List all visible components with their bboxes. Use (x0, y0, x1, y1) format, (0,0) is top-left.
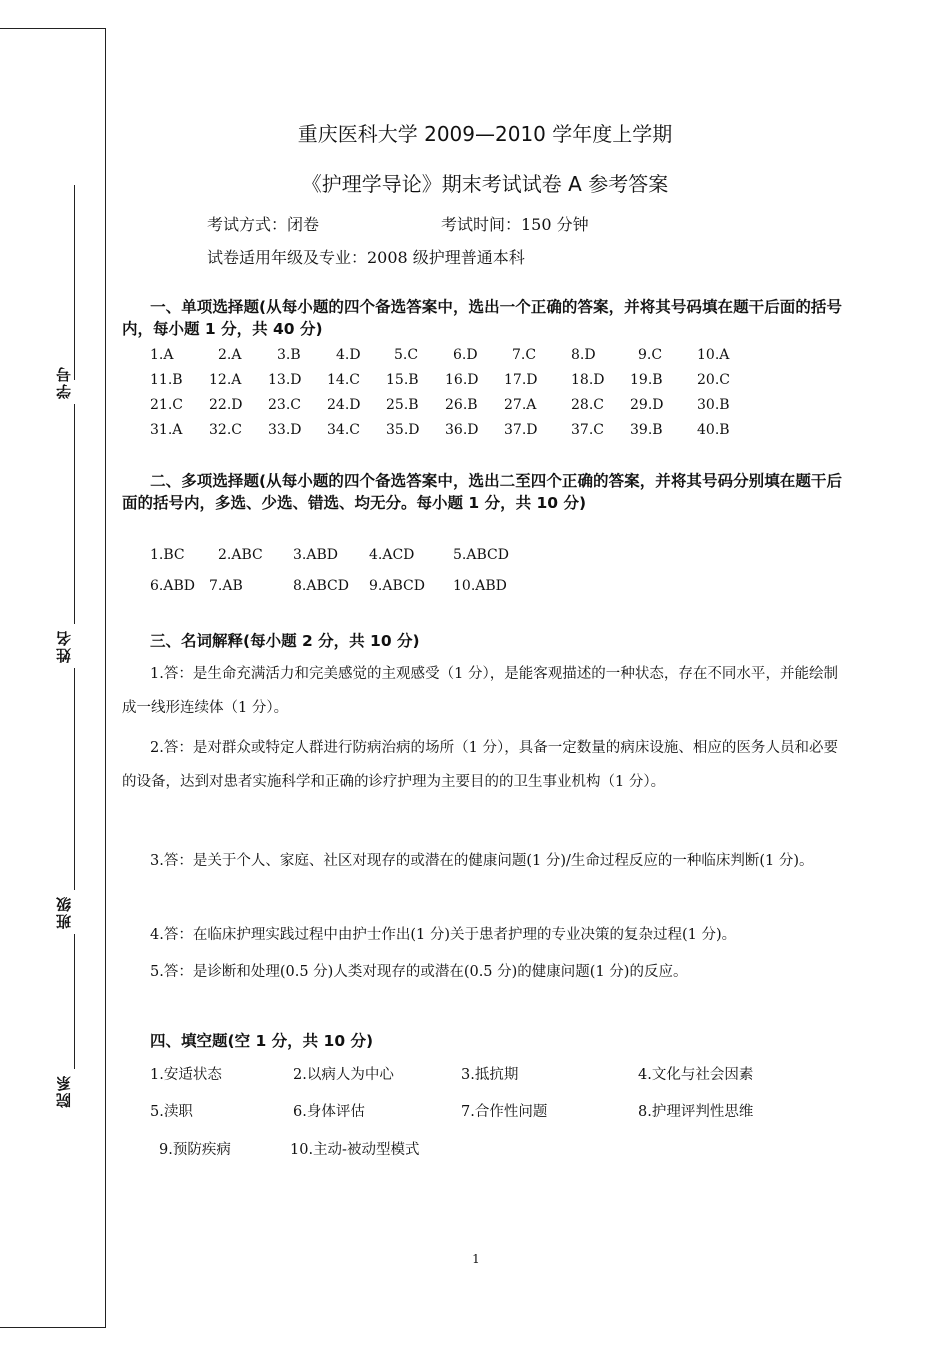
answer-item: 21.C (150, 397, 183, 413)
answer-item: 4.ACD (369, 547, 415, 563)
answer-item: 37.C (571, 422, 604, 438)
fill-answer: 2.以病人为中心 (293, 1067, 394, 1083)
fill-answer: 8.护理评判性思维 (638, 1104, 754, 1120)
answer-item: 10.A (697, 347, 730, 363)
label-department: 院系 (55, 1074, 73, 1108)
answer-item: 3.B (277, 347, 301, 363)
binding-line-yuanxi (74, 934, 75, 1069)
label-student-id: 学号 (55, 365, 73, 399)
answer-item: 29.D (630, 397, 664, 413)
fill-answer: 7.合作性问题 (461, 1104, 548, 1120)
answer-item: 1.A (150, 347, 174, 363)
section1-heading: 一、单项选择题(从每小题的四个备选答案中，选出一个正确的答案，并将其号码填在题干后面的括号内，每小题 1 分，共 40 分) (122, 298, 842, 338)
binding-margin (0, 28, 106, 1328)
label-class: 班级 (55, 895, 73, 929)
document-title: 重庆医科大学 2009—2010 学年度上学期 (297, 122, 673, 146)
page-number: 1 (472, 1252, 480, 1266)
answer-item: 3.ABD (293, 547, 338, 563)
answer-item: 6.D (453, 347, 478, 363)
answer-item: 7.AB (209, 578, 243, 594)
section3-answer-2: 2.答：是对群众或特定人群进行防病治病的场所（1 分），具备一定数量的病床设施、相应的医务人员和必要的设备，达到对患者实施科学和正确的诊疗护理为主要目的的卫生事业机构（1 分）。 (122, 740, 838, 790)
answer-item: 30.B (697, 397, 730, 413)
answer-item: 25.B (386, 397, 419, 413)
answer-item: 15.B (386, 372, 419, 388)
answer-item: 8.D (571, 347, 596, 363)
answer-item: 18.D (571, 372, 605, 388)
answer-item: 8.ABCD (293, 578, 349, 594)
section3-answer-4: 4.答：在临床护理实践过程中由护士作出(1 分)关于患者护理的专业决策的复杂过程(1 分)。 (150, 927, 737, 943)
binding-line-xuehao (74, 185, 75, 380)
document-subtitle: 《护理学导论》期末考试试卷 A 参考答案 (301, 172, 669, 196)
answer-item: 1.BC (150, 547, 185, 563)
answer-item: 20.C (697, 372, 730, 388)
answer-item: 33.D (268, 422, 302, 438)
fill-answer: 1.安适状态 (150, 1067, 222, 1083)
answer-item: 17.D (504, 372, 538, 388)
answer-item: 40.B (697, 422, 730, 438)
fill-answer: 3.抵抗期 (461, 1067, 519, 1083)
binding-line-xingming (74, 404, 75, 624)
section3-answer-3: 3.答：是关于个人、家庭、社区对现存的或潜在的健康问题(1 分)/生命过程反应的一种临床判断(1 分)。 (150, 853, 814, 869)
answer-item: 2.A (218, 347, 242, 363)
answer-item: 11.B (150, 372, 183, 388)
answer-item: 39.B (630, 422, 663, 438)
answer-item: 9.C (638, 347, 663, 363)
binding-line-banji (74, 668, 75, 890)
answer-item: 12.A (209, 372, 242, 388)
exam-time: 考试时间：150 分钟 (441, 215, 589, 234)
answer-item: 14.C (327, 372, 360, 388)
fill-answer: 10.主动-被动型模式 (290, 1142, 420, 1158)
section2-heading: 二、多项选择题(从每小题的四个备选答案中，选出二至四个正确的答案，并将其号码分别填在题干后面的括号内，多选、少选、错选、均无分。每小题 1 分，共 10 分) (122, 472, 842, 512)
answer-item: 26.B (445, 397, 478, 413)
answer-item: 10.ABD (453, 578, 507, 594)
answer-item: 37.D (504, 422, 538, 438)
answer-item: 36.D (445, 422, 479, 438)
answer-item: 34.C (327, 422, 360, 438)
answer-item: 22.D (209, 397, 243, 413)
answer-item: 4.D (336, 347, 361, 363)
answer-item: 6.ABD (150, 578, 195, 594)
answer-item: 27.A (504, 397, 537, 413)
answer-item: 7.C (512, 347, 537, 363)
section3-answer-1: 1.答：是生命充满活力和完美感觉的主观感受（1 分），是能客观描述的一种状态，存在不同水平，并能绘制成一线形连续体（1 分）。 (122, 666, 838, 716)
applicable-grade: 试卷适用年级及专业：2008 级护理普通本科 (207, 248, 525, 267)
answer-item: 35.D (386, 422, 420, 438)
answer-item: 16.D (445, 372, 479, 388)
fill-answer: 5.渎职 (150, 1104, 193, 1120)
answer-item: 23.C (268, 397, 301, 413)
exam-method: 考试方式：闭卷 (207, 215, 320, 234)
answer-item: 32.C (209, 422, 242, 438)
fill-answer: 9.预防疾病 (159, 1142, 231, 1158)
answer-item: 19.B (630, 372, 663, 388)
answer-item: 5.C (394, 347, 419, 363)
answer-item: 24.D (327, 397, 361, 413)
answer-item: 2.ABC (218, 547, 263, 563)
answer-item: 13.D (268, 372, 302, 388)
section4-heading: 四、填空题(空 1 分，共 10 分) (150, 1032, 374, 1050)
section3-answer-5: 5.答：是诊断和处理(0.5 分)人类对现存的或潜在(0.5 分)的健康问题(1 分)的反应。 (150, 964, 688, 980)
answer-item: 31.A (150, 422, 183, 438)
answer-item: 28.C (571, 397, 604, 413)
fill-answer: 6.身体评估 (293, 1104, 365, 1120)
answer-item: 5.ABCD (453, 547, 509, 563)
fill-answer: 4.文化与社会因素 (638, 1067, 754, 1083)
answer-item: 9.ABCD (369, 578, 425, 594)
section3-heading: 三、名词解释(每小题 2 分，共 10 分) (150, 632, 420, 650)
label-name: 姓名 (55, 629, 73, 663)
